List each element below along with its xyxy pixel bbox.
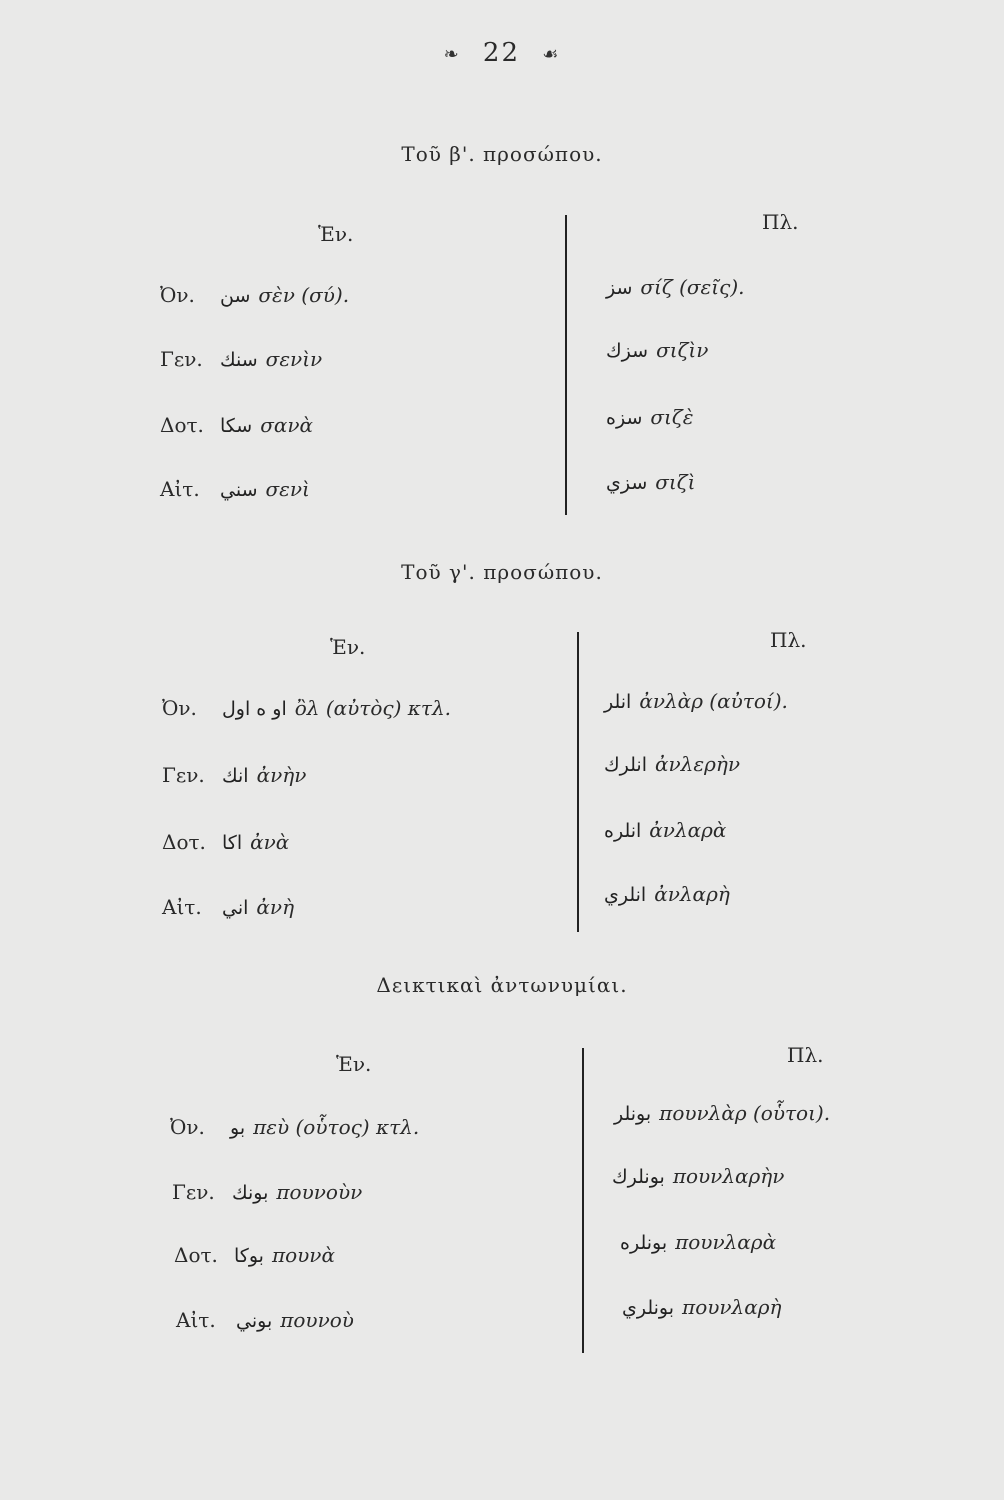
ottoman-word: انلر	[604, 691, 632, 713]
greek-transliteration: ἀνλερὴν	[655, 752, 740, 776]
ottoman-word: سزه	[606, 407, 643, 429]
ottoman-word: بو	[230, 1117, 246, 1139]
ottoman-word: انك	[222, 765, 249, 787]
column-divider	[582, 1048, 584, 1353]
sing-row	[160, 347, 322, 371]
greek-transliteration: σενὶ	[265, 477, 310, 501]
column-divider	[565, 215, 567, 515]
greek-transliteration: σιζὲ	[650, 405, 694, 429]
sing-row	[174, 1243, 335, 1267]
ottoman-word: بونلره	[620, 1232, 668, 1254]
sing-row	[172, 1180, 362, 1204]
case-label: Δοτ.	[160, 413, 204, 437]
plur-row	[604, 1164, 784, 1188]
sing-row	[162, 895, 294, 919]
ottoman-word: انلرك	[604, 754, 648, 776]
sing-row	[160, 283, 349, 307]
ornament-right-icon: ☙	[542, 43, 561, 65]
plur-row	[596, 752, 740, 776]
sing-row	[160, 477, 310, 501]
plural-heading: Πλ.	[787, 1043, 824, 1067]
ottoman-word: اني	[222, 897, 249, 919]
greek-transliteration: ἀνὴ	[256, 895, 295, 919]
section-title: Δεικτικαὶ ἀντωνυμίαι.	[376, 973, 628, 997]
ottoman-word: اكا	[222, 832, 243, 854]
ottoman-word: سني	[220, 479, 258, 501]
greek-transliteration: σίζ (σεῖς).	[640, 275, 745, 299]
greek-transliteration: ἀνὰ	[250, 830, 290, 854]
greek-transliteration: ἀνλαρὰ	[649, 818, 727, 842]
plur-row	[598, 405, 693, 429]
sing-row	[162, 763, 306, 787]
plur-row	[614, 1295, 781, 1319]
greek-transliteration: πουνοὺν	[276, 1180, 363, 1204]
greek-transliteration: σὲν (σύ).	[258, 283, 350, 307]
case-label: Γεν.	[162, 763, 205, 787]
case-label: Γεν.	[160, 347, 203, 371]
section-title: Τοῦ β'. προσώπου.	[401, 142, 603, 166]
ornament-left-icon: ❧	[443, 43, 461, 65]
ottoman-word: سزك	[606, 340, 649, 362]
greek-transliteration: ἀνλὰρ (αὐτοί).	[639, 689, 788, 713]
plur-row	[596, 689, 788, 713]
column-divider	[577, 632, 579, 932]
greek-transliteration: σανὰ	[260, 413, 314, 437]
singular-heading: Ἑν.	[336, 1052, 372, 1076]
ottoman-word: سزي	[606, 472, 648, 494]
greek-transliteration: ὂλ (αὐτὸς) κτλ.	[294, 696, 451, 720]
greek-transliteration: πουνὰ	[271, 1243, 335, 1267]
sing-row	[162, 696, 451, 720]
plur-row	[598, 275, 745, 299]
ottoman-word: سنك	[220, 349, 258, 371]
page-number: 22	[482, 38, 521, 68]
sing-row	[160, 413, 313, 437]
case-label: Ὀν.	[162, 696, 197, 720]
ottoman-word: بونلر	[614, 1103, 652, 1125]
plur-row	[598, 470, 695, 494]
greek-transliteration: πεὺ (οὗτος) κτλ.	[253, 1115, 420, 1139]
case-label: Αἰτ.	[160, 477, 200, 501]
case-label: Δοτ.	[162, 830, 206, 854]
ottoman-word: بوني	[236, 1310, 273, 1332]
greek-transliteration: σενὶν	[265, 347, 323, 371]
singular-heading: Ἑν.	[318, 222, 354, 246]
case-label: Ὀν.	[160, 283, 195, 307]
greek-transliteration: ἀνὴν	[256, 763, 307, 787]
ottoman-word: بوكا	[234, 1245, 264, 1267]
ottoman-word: او ه اول	[222, 698, 287, 720]
greek-transliteration: πουνλαρὴ	[682, 1295, 782, 1319]
greek-transliteration: σιζὶν	[656, 338, 709, 362]
case-label: Αἰτ.	[162, 895, 202, 919]
case-label: Γεν.	[172, 1180, 215, 1204]
case-label: Ὀν.	[170, 1115, 205, 1139]
ottoman-word: بونلرك	[612, 1166, 665, 1188]
greek-transliteration: σιζὶ	[655, 470, 696, 494]
greek-transliteration: πουνλαρὴν	[672, 1164, 785, 1188]
greek-transliteration: πουνλὰρ (οὗτοι).	[659, 1101, 831, 1125]
ottoman-word: سز	[606, 277, 633, 299]
greek-transliteration: ἀνλαρὴ	[654, 882, 730, 906]
plur-row	[596, 882, 730, 906]
plur-row	[596, 818, 726, 842]
sing-row	[170, 1115, 419, 1139]
ottoman-word: انلره	[604, 820, 642, 842]
greek-transliteration: πουνοὺ	[280, 1308, 354, 1332]
ottoman-word: بونك	[232, 1182, 269, 1204]
plur-row	[606, 1101, 830, 1125]
sing-row	[162, 830, 289, 854]
plur-row	[612, 1230, 776, 1254]
page-header	[0, 38, 1004, 68]
case-label: Αἰτ.	[176, 1308, 216, 1332]
section-title: Τοῦ γ'. προσώπου.	[401, 560, 603, 584]
greek-transliteration: πουνλαρὰ	[675, 1230, 777, 1254]
sing-row	[176, 1308, 354, 1332]
ottoman-word: بونلري	[622, 1297, 675, 1319]
singular-heading: Ἑν.	[330, 635, 366, 659]
ottoman-word: سن	[220, 285, 251, 307]
case-label: Δοτ.	[174, 1243, 218, 1267]
plural-heading: Πλ.	[770, 628, 807, 652]
plur-row	[598, 338, 708, 362]
ottoman-word: سكا	[220, 415, 253, 437]
ottoman-word: انلري	[604, 884, 647, 906]
plural-heading: Πλ.	[762, 210, 799, 234]
